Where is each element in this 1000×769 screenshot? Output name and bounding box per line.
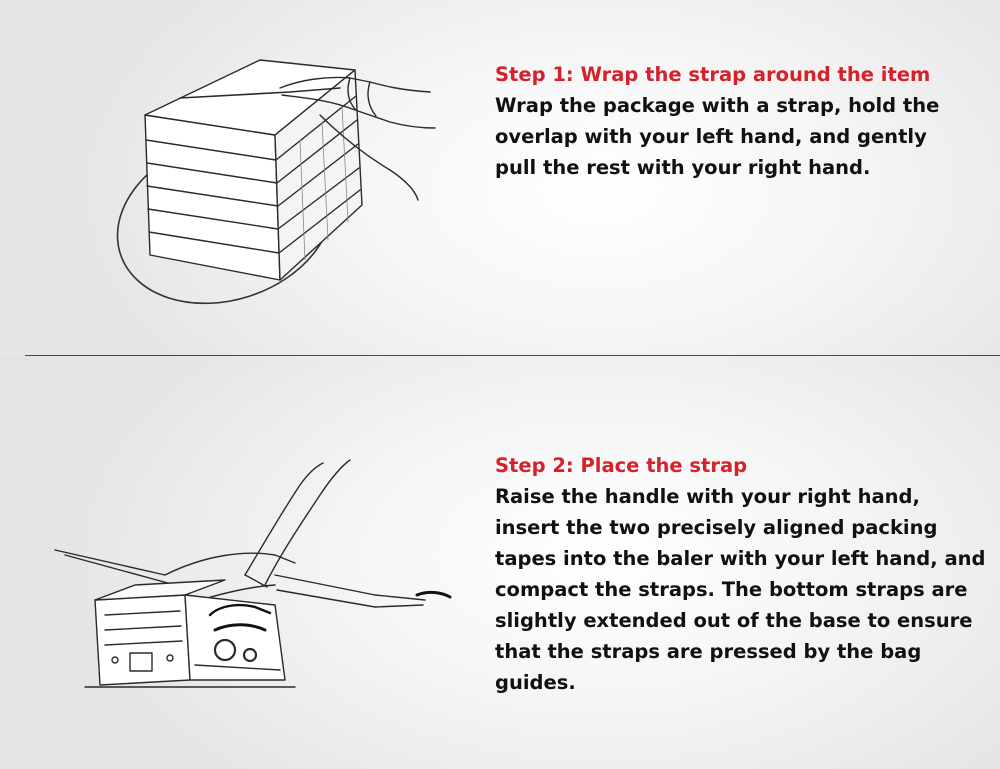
step-1-block	[495, 59, 965, 183]
baler-illustration	[45, 455, 455, 690]
step-1-line: Wrap the package with a strap, hold the	[495, 94, 940, 117]
step-2-line: that the straps are pressed by the bag	[495, 640, 922, 663]
step-2-description	[495, 481, 986, 698]
step-1-title: Step 1: Wrap the strap around the item	[495, 63, 931, 86]
step-1-description	[495, 90, 965, 183]
section-divider	[25, 355, 1000, 356]
step-2-line: tapes into the baler with your left hand, and	[495, 547, 986, 570]
step-2-title: Step 2: Place the strap	[495, 454, 748, 477]
step-1-line: pull the rest with your right hand.	[495, 156, 871, 179]
step-2-line: guides.	[495, 671, 576, 694]
step-2-line: compact the straps. The bottom straps are	[495, 578, 968, 601]
step-2-line: insert the two precisely aligned packing	[495, 516, 938, 539]
step-2-block	[495, 450, 986, 698]
step-2-line: Raise the handle with your right hand,	[495, 485, 920, 508]
wrap-package-illustration	[100, 40, 440, 320]
step-1-line: overlap with your left hand, and gently	[495, 125, 927, 148]
step-2-line: slightly extended out of the base to ensure	[495, 609, 973, 632]
